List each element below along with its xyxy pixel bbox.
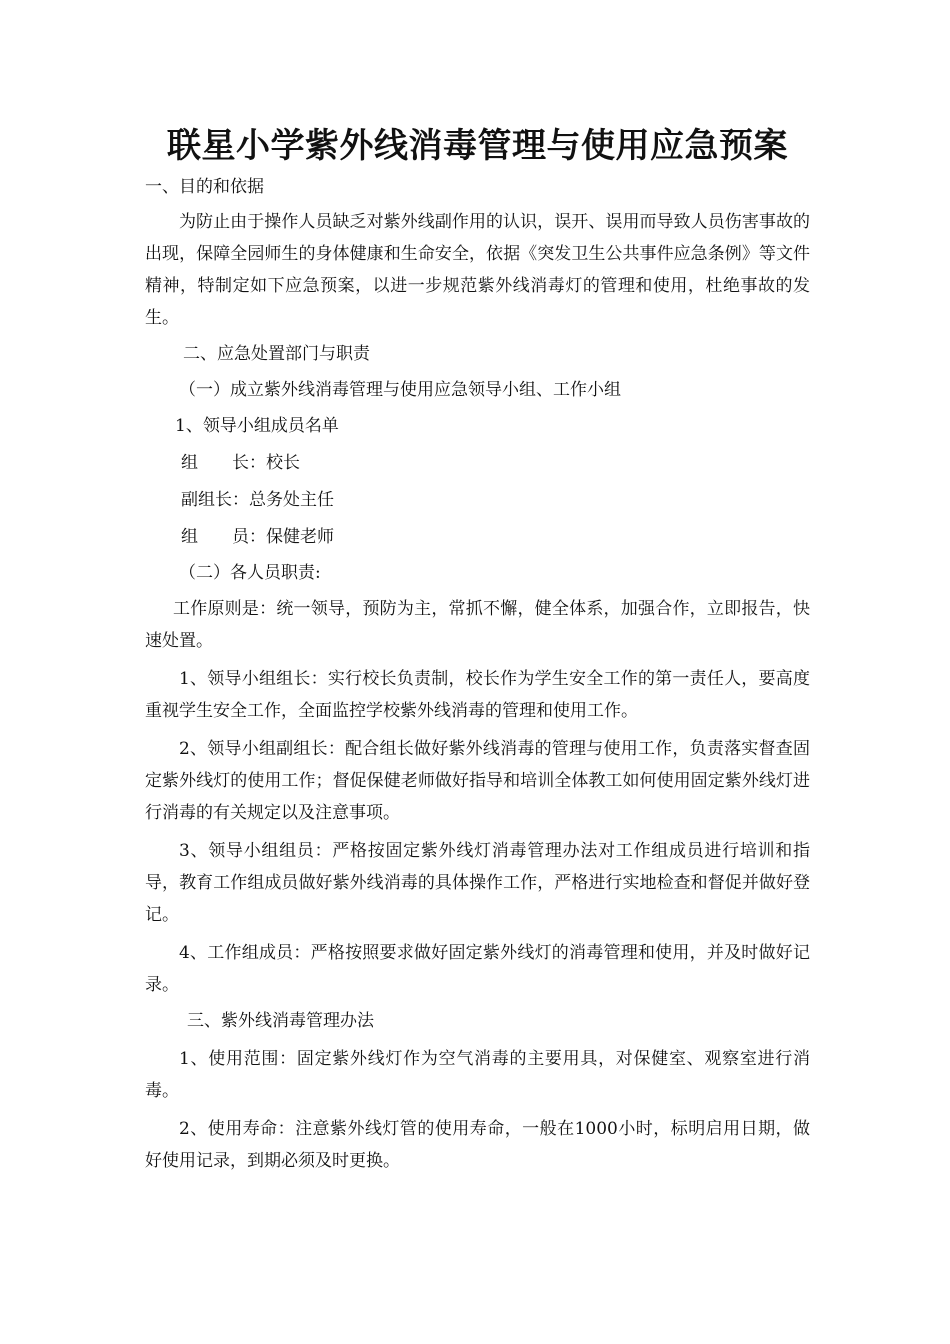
member-leader: 组 长：校长: [181, 453, 300, 473]
section-3-item: 1、使用范围：固定紫外线灯作为空气消毒的主要用具，对保健室、观察室进行消毒。: [145, 1049, 810, 1101]
section-2-heading: 二、应急处置部门与职责: [183, 344, 370, 364]
section-1-paragraph: 为防止由于操作人员缺乏对紫外线副作用的认识，误开、误用而导致人员伤害事故的出现，保障全园师生的身体健康和生命安全，依据《突发卫生公共事件应急条例》等文件精神，特制定如下应急预案，以进一步规范紫外线消毒灯的管理和使用，杜绝事故的发生。: [145, 212, 810, 328]
document-page: [145, 120, 810, 1177]
document-title: 联星小学紫外线消毒管理与使用应急预案: [167, 126, 788, 166]
section-1-heading: 一、目的和依据: [145, 177, 264, 197]
section-3-heading: 三、紫外线消毒管理办法: [187, 1011, 374, 1031]
duty-item: 2、领导小组副组长：配合组长做好紫外线消毒的管理与使用工作，负责落实督查固定紫外线灯的使用工作；督促保健老师做好指导和培训全体教工如何使用固定紫外线灯进行消毒的有关规定以及注意事项。: [145, 739, 810, 823]
work-principle: 工作原则是：统一领导，预防为主，常抓不懈，健全体系，加强合作，立即报告，快速处置。: [145, 599, 810, 651]
member-staff: 组 员：保健老师: [181, 527, 334, 547]
member-deputy: 副组长：总务处主任: [181, 490, 334, 510]
duty-item: 1、领导小组组长：实行校长负责制，校长作为学生安全工作的第一责任人，要高度重视学生安全工作，全面监控学校紫外线消毒的管理和使用工作。: [145, 669, 810, 721]
section-3-item: 2、使用寿命：注意紫外线灯管的使用寿命，一般在1000小时，标明启用日期，做好使用记录，到期必须及时更换。: [145, 1119, 810, 1171]
section-2-subheading-1: （一）成立紫外线消毒管理与使用应急领导小组、工作小组: [179, 380, 621, 400]
duty-item: 4、工作组成员：严格按照要求做好固定紫外线灯的消毒管理和使用，并及时做好记录。: [145, 943, 810, 995]
duty-item: 3、领导小组组员：严格按固定紫外线灯消毒管理办法对工作组成员进行培训和指导，教育工作组成员做好紫外线消毒的具体操作工作，严格进行实地检查和督促并做好登记。: [145, 841, 810, 925]
leader-list-title: 1、领导小组成员名单: [175, 416, 339, 436]
section-2-subheading-2: （二）各人员职责:: [179, 563, 321, 583]
